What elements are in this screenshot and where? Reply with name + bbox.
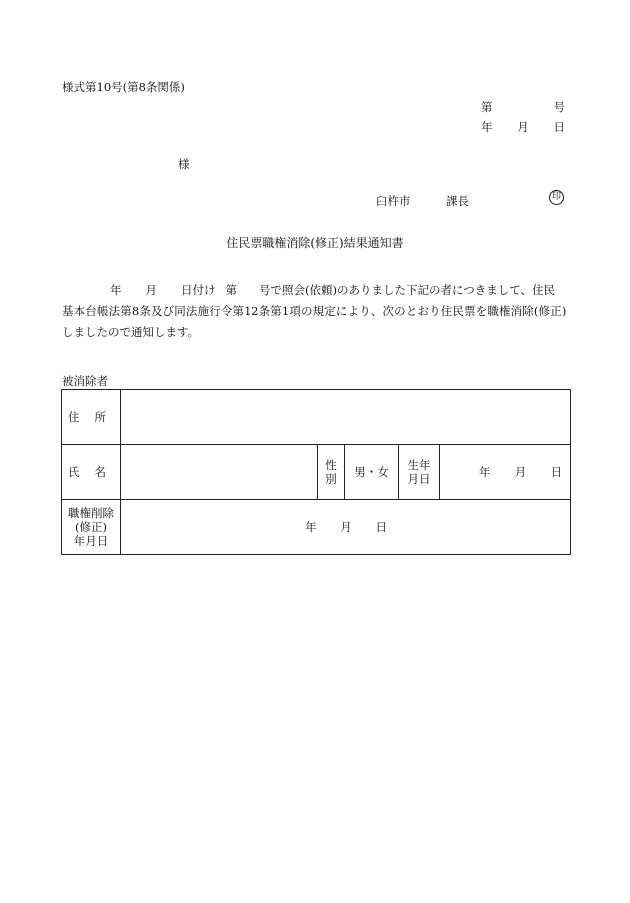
issuer — [376, 194, 469, 208]
birth-year: 年 — [479, 465, 491, 479]
date-year: 年 — [481, 120, 493, 134]
name-row — [62, 445, 571, 500]
issuer-city: 臼杵市 — [376, 194, 411, 208]
body-no: 第 — [225, 283, 237, 297]
document-number — [481, 100, 565, 114]
deletion-year: 年 — [305, 520, 317, 534]
number-prefix: 第 — [481, 100, 493, 114]
registry-table — [61, 389, 571, 555]
addressee-honorific: 様 — [178, 157, 190, 171]
body-year: 年 — [110, 283, 122, 297]
issuer-title: 課長 — [446, 194, 469, 208]
sex-label: 性 別 — [318, 445, 345, 500]
sex-value[interactable]: 男・女 — [345, 445, 399, 500]
document-title: 住民票職権消除(修正)結果通知書 — [226, 236, 404, 250]
address-label: 住 所 — [62, 390, 121, 445]
number-suffix: 号 — [553, 100, 565, 114]
form-number-label: 様式第10号(第8条関係) — [62, 80, 185, 94]
name-value-cell[interactable] — [121, 445, 318, 500]
deletion-date-row — [62, 500, 571, 555]
body-text — [62, 280, 566, 343]
seal-char: 印 — [551, 192, 561, 202]
document-date — [481, 120, 565, 134]
deletion-month: 月 — [340, 520, 352, 534]
subject-label: 被消除者 — [62, 374, 108, 388]
birth-day: 日 — [550, 465, 563, 479]
body-line-1 — [62, 280, 566, 301]
seal-icon — [549, 190, 564, 205]
body-month: 月 — [145, 283, 157, 297]
birth-label: 生年 月日 — [399, 445, 440, 500]
body-dated: 日付け — [181, 283, 216, 297]
birth-date-cell[interactable] — [440, 445, 571, 500]
date-day: 日 — [553, 120, 565, 134]
name-label: 氏 名 — [62, 445, 121, 500]
deletion-date-cell[interactable] — [121, 500, 571, 555]
date-month: 月 — [517, 120, 529, 134]
birth-month: 月 — [514, 465, 527, 479]
deletion-label: 職権削除 (修正) 年月日 — [62, 500, 121, 555]
deletion-day: 日 — [375, 520, 387, 534]
body-line-2: 基本台帳法第8条及び同法施行令第12条第1項の規定により、次のとおり住民票を職権消除(修正) — [62, 304, 566, 318]
address-row — [62, 390, 571, 445]
body-line-1-rest: 号で照会(依頼)のありました下記の者につきまして、住民 — [259, 283, 556, 297]
body-line-3: しましたので通知します。 — [62, 325, 200, 339]
address-value-cell[interactable] — [121, 390, 571, 445]
